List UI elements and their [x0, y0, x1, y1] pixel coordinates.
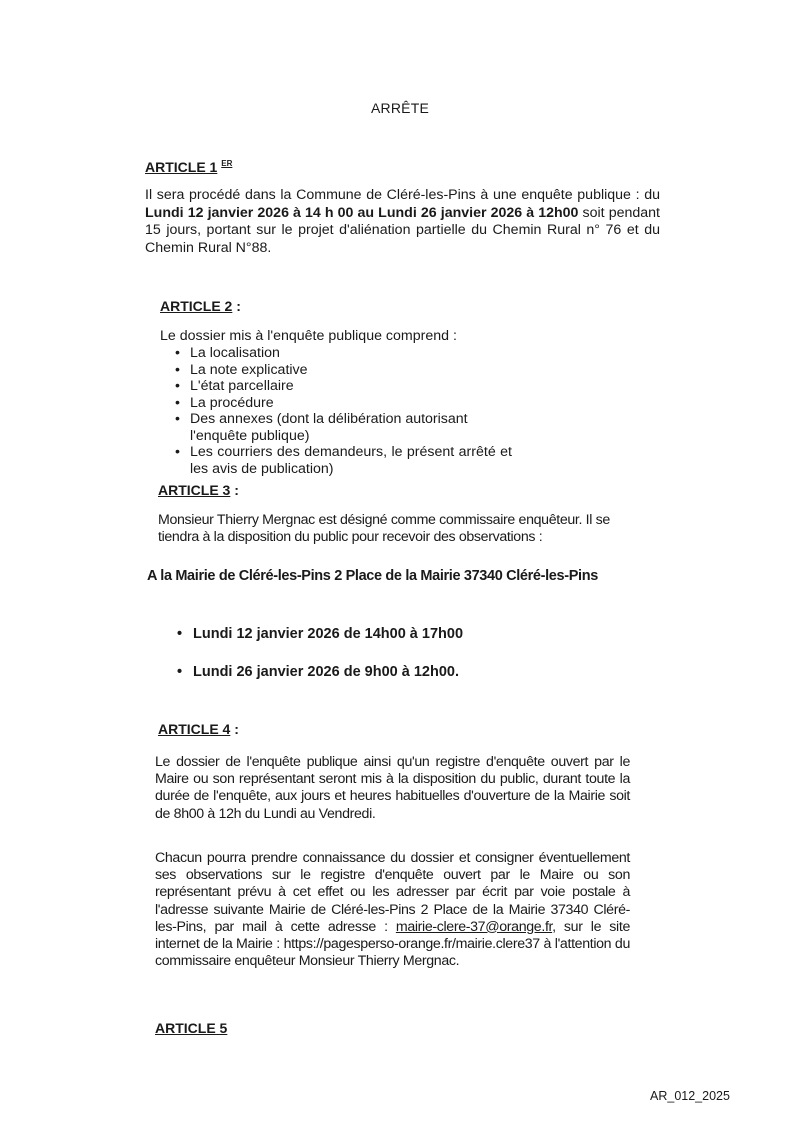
article-1-text-a: Il sera procédé dans la Commune de Cléré-les-Pins à une enquête publique : du [145, 187, 660, 203]
article-1-superscript: ER [221, 159, 233, 168]
article-3-heading-text: ARTICLE 3 [158, 482, 231, 498]
article-3-heading-suffix: : [230, 482, 239, 498]
article-4-paragraph-2-b: , sur le site internet de la Mairie : https://pagesperso-orange.fr/mairie.clere37 à l'attention du commissaire enquêteur Monsieur Thierry Mergnac. [155, 918, 630, 970]
article-3-text: Monsieur Thierry Mergnac est désigné comme commissaire enquêteur. Il se tiendra à la disposition du public pour recevoir des observations : [158, 512, 610, 545]
list-item: • L'état parcellaire [172, 378, 512, 395]
article-1-heading [145, 156, 232, 176]
article-3-heading [158, 482, 239, 499]
article-2-heading [160, 298, 241, 315]
article-3-permanences [175, 626, 463, 701]
document-reference: AR_012_2025 [650, 1089, 730, 1103]
document-title: ARRÊTE [371, 100, 429, 116]
article-2-intro: Le dossier mis à l'enquête publique comprend : [160, 328, 457, 344]
article-2-heading-text: ARTICLE 2 [160, 298, 233, 314]
article-1-text-b: soit pendant 15 jours, portant sur le projet d'aliénation partielle du Chemin Rural n° 76 et du Chemin Rural N°88. [145, 204, 660, 256]
list-item: • Les courriers des demandeurs, le présent arrêté et les avis de publication) [172, 444, 512, 477]
article-4-paragraph-1: Le dossier de l'enquête publique ainsi qu'un registre d'enquête ouvert par le Maire ou son représentant seront mis à la disposition du public, durant toute la durée de l'enquête, aux jours et heures habituelles d'ouverture de la Mairie soit de 8h00 à 12h du Lundi au Vendredi. [155, 754, 630, 822]
list-item: • La note explicative [172, 362, 512, 379]
article-4-paragraph-2 [155, 850, 630, 970]
article-1-dates: Lundi 12 janvier 2026 à 14 h 00 au Lundi 26 janvier 2026 à 12h00 [145, 204, 579, 221]
permanence-item: • Lundi 12 janvier 2026 de 14h00 à 17h00 [175, 626, 463, 643]
article-1-heading-text: ARTICLE 1 [145, 159, 218, 175]
article-4-paragraph-2-a: Chacun pourra prendre connaissance du dossier et consigner éventuellement ses observations sur le registre d'enquête ouvert par le Maire ou son représentant prévu à cet effet ou les adresser par écrit par voie postale à l'adresse suivante Mairie de Cléré-les-Pins 2 Place de la Mairie 37340 Cléré-les-Pins, par mail à cette adresse : [155, 850, 630, 935]
article-5-heading-text: ARTICLE 5 [155, 1020, 228, 1036]
article-1-text [145, 187, 660, 257]
article-2-list [172, 345, 512, 477]
article-4-heading [158, 721, 239, 738]
article-5-heading [155, 1020, 227, 1037]
article-3-location: A la Mairie de Cléré-les-Pins 2 Place de la Mairie 37340 Cléré-les-Pins [147, 568, 598, 584]
list-item: • La localisation [172, 345, 512, 362]
article-4-heading-suffix: : [230, 721, 239, 737]
email-link[interactable]: mairie-clere-37@orange.fr [395, 918, 553, 935]
list-item: • Des annexes (dont la délibération autorisant l'enquête publique) [172, 411, 512, 444]
list-item: • La procédure [172, 395, 512, 412]
article-4-heading-text: ARTICLE 4 [158, 721, 231, 737]
article-2-heading-suffix: : [232, 298, 241, 314]
permanence-item: • Lundi 26 janvier 2026 de 9h00 à 12h00. [175, 664, 463, 681]
